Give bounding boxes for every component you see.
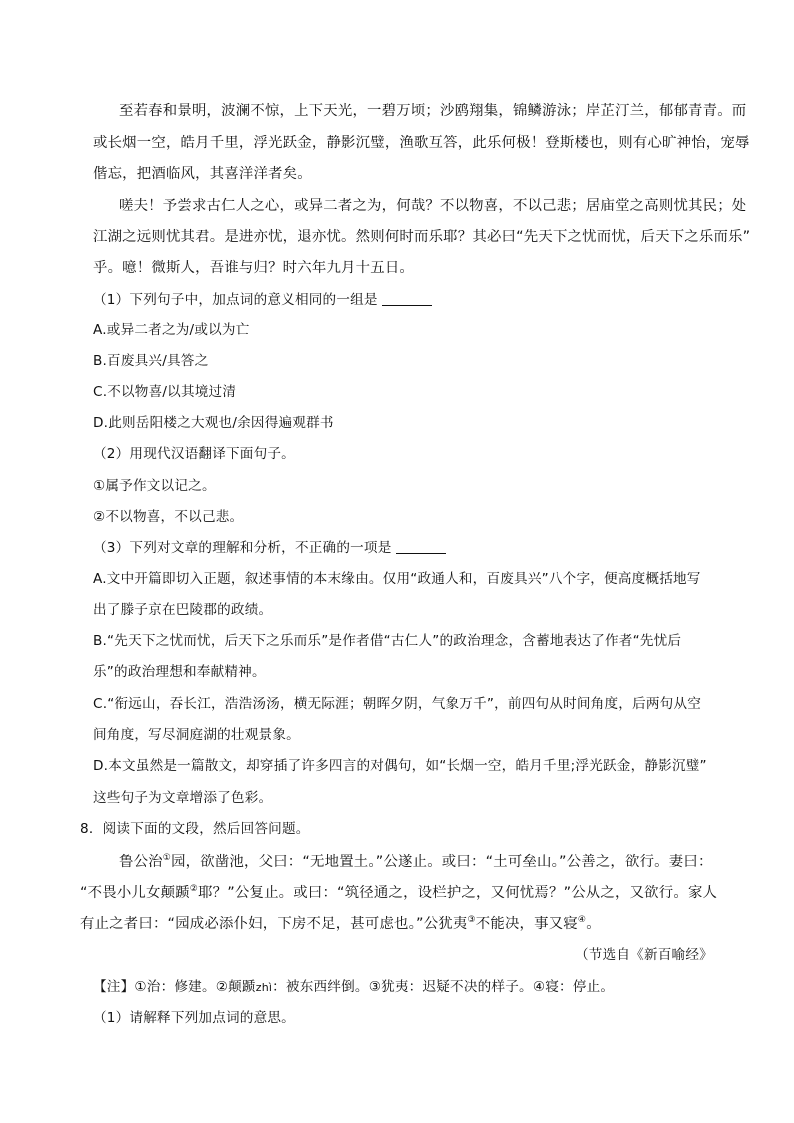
footnote-marker: ① xyxy=(162,853,172,864)
translate-item-2: ②不以物喜，不以己悲。 xyxy=(93,509,244,525)
question-3-stem xyxy=(93,538,446,558)
text-run: “不畏小儿女颠踬 xyxy=(80,885,190,901)
option-c-line: C.“衔远山，吞长江，浩浩汤汤，横无际涯；朝晖夕阴，气象万千”，前四句从时间角度，后两句从空 xyxy=(93,696,702,712)
passage-line: 至若春和景明，波澜不惊，上下天光，一碧万顷；沙鸥翔集，锦鳞游泳；岸芷汀兰，郁郁青青。而 xyxy=(119,103,747,119)
answer-blank xyxy=(396,539,446,554)
option-a-line: A.文中开篇即切入正题，叙述事情的本末缘由。仅用“政通人和，百废具兴”八个字，便高度概括地写 xyxy=(93,571,701,587)
translate-item-1: ①属予作文以记之。 xyxy=(93,478,216,494)
text-run: 鲁公治 xyxy=(119,854,163,870)
option-b-line: B.“先天下之忧而忧，后天下之乐而乐”是作者借“古仁人”的政治理念，含蓄地表达了作者“先忧后 xyxy=(93,633,682,649)
passage-line xyxy=(80,883,717,903)
option-d-line: 这些句子为文章增添了色彩。 xyxy=(93,790,273,806)
passage-line: 嗟夫！予尝求古仁人之心，或异二者之为，何哉？不以物喜，不以己悲；居庙堂之高则忧其民；处 xyxy=(119,198,747,214)
text-run: ①治：修建。②颠踬 xyxy=(134,979,256,995)
option-b-line: 乐”的政治理想和奉献精神。 xyxy=(93,664,266,680)
answer-blank xyxy=(382,291,432,306)
passage-line: 乎。噫！微斯人，吾谁与归？时六年九月十五日。 xyxy=(93,260,414,276)
sub-question-1: （1）请解释下列加点词的意思。 xyxy=(93,1010,295,1026)
note-label: 【注】 xyxy=(93,979,135,995)
text-run: 耶？”公复止。或曰：“筑径通之，设栏护之，又何忧焉？”公从之，又欲行。家人 xyxy=(198,885,718,901)
passage-line: 或长烟一空，皓月千里，浮光跃金，静影沉璧，渔歌互答，此乐何极！登斯楼也，则有心旷神怡，宠辱 xyxy=(93,135,750,151)
footnote-marker: ② xyxy=(189,884,199,895)
option-b: B.百废具兴/具答之 xyxy=(93,353,209,369)
question-3-stem-text: （3）下列对文章的理解和分析，不正确的一项是 xyxy=(93,540,392,556)
footnote-marker: ③ xyxy=(467,915,476,926)
option-d-line: D.本文虽然是一篇散文，却穿插了许多四言的对偶句，如“长烟一空，皓月千里;浮光跃金，静影沉璧” xyxy=(93,758,707,774)
text-run: 园，欲凿池，父曰：“无地置土。”公遂止。或曰：“土可垒山。”公善之，欲行。妻曰： xyxy=(171,854,713,870)
question-2-stem: （2）用现代汉语翻译下面句子。 xyxy=(93,446,295,462)
option-a-line: 出了滕子京在巴陵郡的政绩。 xyxy=(93,602,273,618)
question-1-stem xyxy=(93,290,432,310)
footnote xyxy=(93,977,614,998)
option-c: C.不以物喜/以其境过清 xyxy=(93,384,237,400)
text-run: 不能决，事又寝 xyxy=(475,916,578,932)
question-8-heading: 8．阅读下面的文段，然后回答问题。 xyxy=(80,821,310,837)
passage-line xyxy=(80,914,601,934)
passage-line xyxy=(119,852,713,872)
option-d: D.此则岳阳楼之大观也/余因得遍观群书 xyxy=(93,415,334,431)
text-run: ：被东西绊倒。③犹夷：迟疑不决的样子。④寝：停止。 xyxy=(272,979,615,995)
footnote-marker: ④ xyxy=(577,915,587,926)
text-run: 。 xyxy=(586,916,601,932)
text-run: 有止之者曰：“园成必添仆妇，下房不足，甚可虑也。”公犹夷 xyxy=(80,916,468,932)
question-1-stem-text: （1）下列句子中，加点词的意义相同的一组是 xyxy=(93,292,378,308)
passage-line: 江湖之远则忧其君。是进亦忧，退亦忧。然则何时而乐耶？其必曰“先天下之忧而忧，后天下之乐而乐” xyxy=(93,229,751,245)
passage-line: 偕忘，把酒临风，其喜洋洋者矣。 xyxy=(93,166,312,182)
pinyin-gloss: zhì xyxy=(255,981,273,994)
source-citation: （节选自《新百喻经》 xyxy=(575,947,713,963)
option-c-line: 间角度，写尽洞庭湖的壮观景象。 xyxy=(93,727,300,743)
option-a: A.或异二者之为/或以为亡 xyxy=(93,322,250,338)
